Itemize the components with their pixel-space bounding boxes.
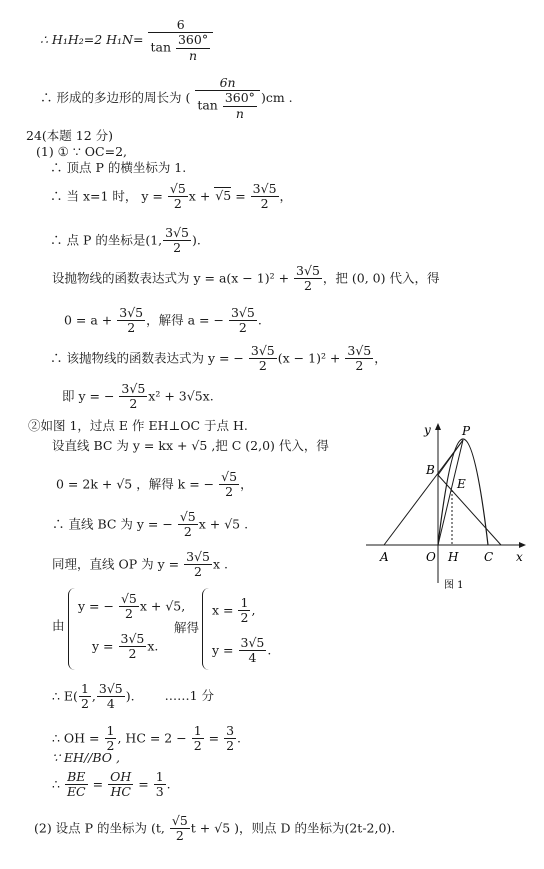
system-brace-right — [202, 588, 209, 670]
label-a: A — [380, 550, 389, 564]
label-b: B — [426, 463, 435, 477]
system-eq2: y = $\frac{3√5}{2}$ x. — [92, 631, 159, 662]
part1-oc: (1) ① ∵ OC=2, — [36, 144, 127, 159]
line-h1h2 — [40, 18, 214, 63]
system-brace-left — [68, 588, 75, 670]
label-p: P — [462, 424, 471, 438]
line-solve-k: 0 = 2k + √5 ，解得 k = − $\frac{√5}{2}$ ， — [56, 469, 253, 500]
label-o: O — [426, 550, 436, 564]
line-op — [438, 440, 463, 545]
label-c: C — [484, 550, 494, 564]
system-jie: 解得 — [174, 620, 200, 635]
solution-y: y = $\frac{3√5}{4}$ . — [212, 635, 272, 666]
h1h2-text: ∴ H₁H₂=2 H₁N= — [40, 32, 144, 48]
label-h: H — [448, 550, 459, 564]
perimeter-fraction: 6n tan $\frac{360^\circ}{n}$ — [195, 76, 260, 121]
line-bc-setup: 设直线 BC 为 y = kx + √5 ,把 C (2,0) 代入，得 — [52, 438, 329, 453]
line-parabola-form: 设抛物线的函数表达式为 y = a(x − 1)² + $\frac{3√5}{2}$ ，把 (0, 0) 代入，得 — [52, 263, 440, 294]
line-op: 同理，直线 OP 为 y = $\frac{3√5}{2}$ x . — [52, 549, 228, 580]
line-bc — [438, 475, 501, 545]
part2-heading: ②如图 1，过点 E 作 EH⊥OC 于点 H. — [28, 418, 248, 433]
line-parallel: ∵ EH//BO , — [52, 750, 120, 765]
question-24-heading: 24(本题 12 分) — [26, 128, 114, 143]
y-axis-arrow — [435, 423, 441, 430]
figure-1 — [366, 418, 536, 593]
label-y: y — [424, 423, 431, 437]
line-when-x1: ∴ 当 x=1 时， y = $\frac{√5}{2}$ x + √5 = $\frac{3√5}{2}$ ， — [50, 181, 293, 212]
line-parabola-expr: ∴ 该抛物线的函数表达式为 y = − $\frac{3√5}{2}$ (x − 1)² + $\frac{3√5}{2}$ ， — [50, 343, 387, 374]
h1h2-fraction: 6 tan $\frac{360^\circ}{n}$ — [148, 18, 213, 63]
line-perimeter: ∴ 形成的多边形的周长为 ( 6n tan $\frac{360^\circ}{n}$ )cm . — [40, 75, 293, 121]
line-oh-hc: ∴ OH = $\frac{1}{2}$ , HC = 2 − $\frac{1}{2}$ = $\frac{3}{2}$ . — [52, 723, 242, 754]
score-note: ……1 分 — [164, 688, 215, 704]
line-point-e: ∴ E( $\frac{1}{2}$ , $\frac{3√5}{4}$ ). ……1 分 — [52, 681, 215, 712]
x-axis-arrow — [519, 542, 526, 548]
vertex-x: ∴ 顶点 P 的横坐标为 1. — [50, 160, 187, 175]
label-e: E — [457, 477, 466, 491]
system-eq1: y = − $\frac{√5}{2}$ x + √5, — [78, 591, 186, 622]
line-point-p: ∴ 点 P 的坐标是(1, $\frac{3√5}{2}$ ). — [50, 225, 201, 256]
figure-caption: 图 1 — [444, 580, 464, 591]
perimeter-text: ∴ 形成的多边形的周长为 ( — [40, 90, 191, 106]
label-x: x — [516, 550, 523, 564]
line-part-2: (2) 设点 P 的坐标为 (t, $\frac{√5}{2}$ t + √5 )，则点 D 的坐标为(2t-2,0). — [34, 813, 396, 844]
system-you: 由 — [52, 618, 65, 633]
solution-x: x = $\frac{1}{2}$ , — [212, 595, 256, 626]
parabola — [438, 439, 488, 545]
line-solve-a: 0 = a + $\frac{3√5}{2}$ ，解得 a = − $\frac{3√5}{2}$ . — [64, 305, 262, 336]
line-expanded: 即 y = − $\frac{3√5}{2}$ x² + 3√5x. — [62, 381, 214, 412]
line-ratio: ∴ $\frac{BE}{EC}$ = $\frac{OH}{HC}$ = $\frac{1}{3}$ . — [52, 769, 171, 800]
line-bc: ∴ 直线 BC 为 y = − $\frac{√5}{2}$ x + √5 . — [52, 509, 249, 540]
